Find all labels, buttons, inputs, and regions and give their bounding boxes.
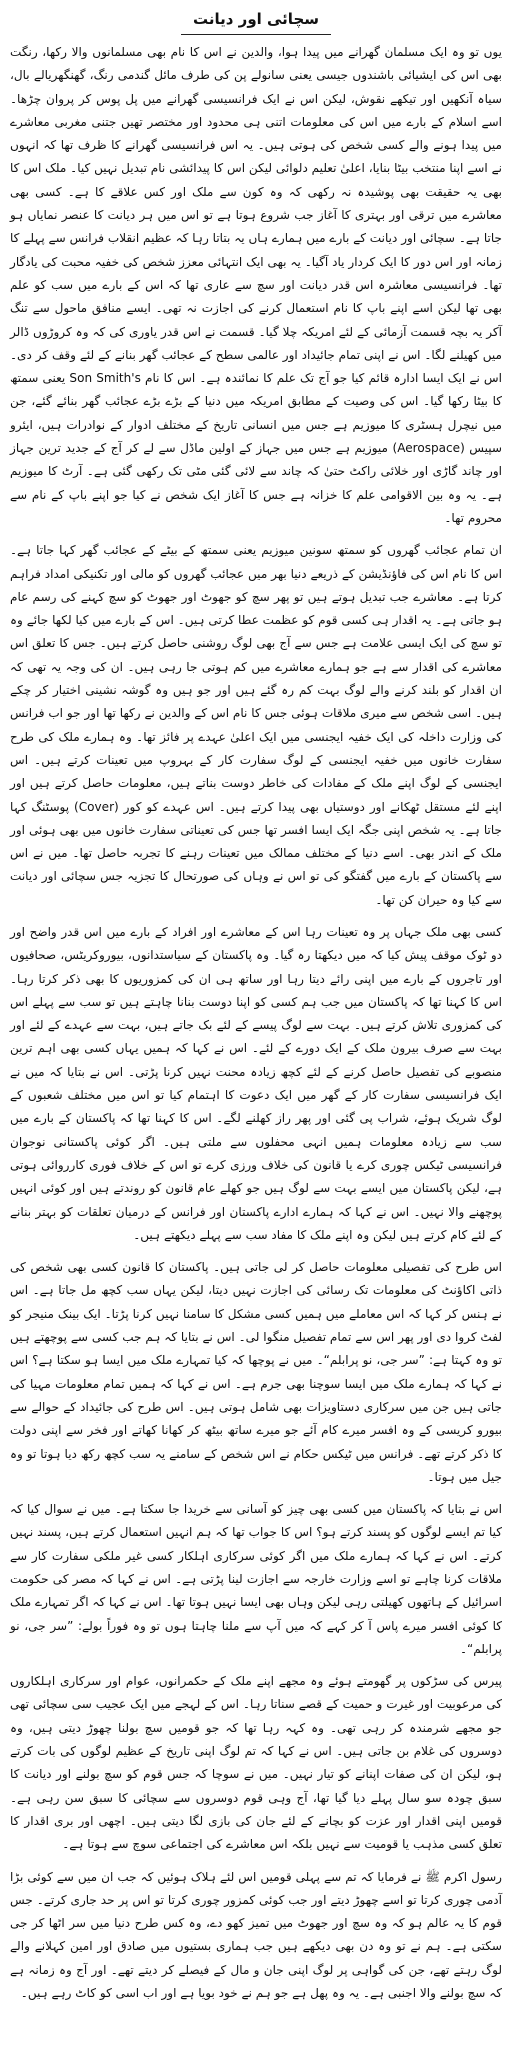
title-underline xyxy=(181,34,331,35)
article-body xyxy=(10,41,502,2005)
article-paragraph: کسی بھی ملک جہاں پر وہ تعینات رہا اس کے معاشرے اور افراد کے بارے میں اس قدر واضح اور دو ٹوک موقف پیش کیا کہ میں دیکھتا رہ گیا۔ وہ پاکستان کے سیاستدانوں، بیوروکریٹس، صحافیوں اور تاجروں کے بارے میں اپنی رائے دیتا رہا اور ساتھ ہی ان کی کمزوریوں کا بھی ذکر کرتا رہا۔ اس کا کہنا تھا کہ پاکستان میں جب ہم کسی کو اپنا دوست بنانا چاہتے ہیں تو سب سے پہلے اس کی کمزوری تلاش کرتے ہیں۔ بہت سے لوگ پیسے کے لئے بک جاتے ہیں، بہت سے عہدے کے لئے اور بہت سے صرف بیرون ملک کے ایک دورے کے لئے۔ اس نے کہا کہ ہمیں یہاں کسی بھی اہم ترین منصوبے کی تفصیل حاصل کرنے کے لئے کچھ زیادہ محنت نہیں کرنا پڑتی۔ اس نے بتایا کہ میں نے ایک فرانسیسی سفارت کار کے گھر میں ایک دعوت کا اہتمام کیا تو اس میں مختلف شعبوں کے لوگ شریک ہوئے، شراب پی گئی اور پھر راز کھلنے لگے۔ اس کا کہنا تھا کہ پاکستان کے بارے میں سب سے زیادہ معلومات ہمیں انہی محفلوں سے ملتی ہیں۔ اگر کوئی پاکستانی نوجوان فرانسیسی ٹیکس چوری کرے یا قانون کی خلاف ورزی کرے تو اس کے خلاف فوری کارروائی ہوتی ہے، لیکن پاکستان میں ایسے بہت سے لوگ ہیں جو کھلے عام قانون کو روندتے ہیں اور کوئی انہیں پوچھنے والا نہیں۔ اس نے کہا کہ ہمارے ادارے پاکستان اور فرانس کے درمیان تعلقات کو بہتر بنانے کے لئے کام کرتے ہیں لیکن وہ اپنے ملک کا مفاد سب سے پہلے دیکھتے ہیں۔ xyxy=(10,924,502,1242)
article-title: سچائی اور دیانت xyxy=(192,10,320,28)
article-paragraph: پیرس کی سڑکوں پر گھومتے ہوئے وہ مجھے اپنے ملک کے حکمرانوں، عوام اور سرکاری اہلکاروں کی مرعوبیت اور غیرت و حمیت کے قصے سناتا رہا۔ اس کے لہجے میں ایک عجیب سی سچائی تھی جو مجھے شرمندہ کر رہی تھی۔ وہ کہہ رہا تھا کہ جو قومیں سچ بولنا چھوڑ دیتی ہیں، وہ دوسروں کی غلام بن جاتی ہیں۔ اس نے کہا کہ تم لوگ اپنی تاریخ کے عظیم لوگوں کی بات کرتے ہو، لیکن ان کی صفات اپنانے کو تیار نہیں۔ میں نے سوچا کہ جس قوم کو سچ بولنے اور دیانت کا سبق چودہ سو سال پہلے دیا گیا تھا، آج وہی قوم دوسروں سے سچائی کا سبق سن رہی ہے۔ قومیں اپنی اقدار اور عزت کو بچانے کے لئے جان کی بازی لگا دیتی ہیں۔ اچھی اور بری اقدار کا تعلق کسی مذہب یا قومیت سے نہیں بلکہ اس معاشرے کی اجتماعی سوچ سے ہوتا ہے۔ xyxy=(10,1674,502,1852)
article-paragraph: رسول اکرم ﷺ نے فرمایا کہ تم سے پہلی قومیں اس لئے ہلاک ہوئیں کہ جب ان میں سے کوئی بڑا آدمی چوری کرتا تو اسے چھوڑ دیتے اور جب کوئی کمزور چوری کرتا تو اس پر حد جاری کرتے۔ جس قوم کا یہ عالم ہو کہ وہ سچ اور جھوٹ میں تمیز کھو دے، وہ کس طرح دنیا میں سر اٹھا کر جی سکتی ہے۔ ہم نے تو وہ دن بھی دیکھے ہیں جب ہماری بستیوں میں صادق اور امین کہلانے والے لوگ رہتے تھے، جن کی گواہی پر لوگ اپنی جان و مال کے فیصلے کر دیتے تھے۔ اور آج وہ زمانہ ہے کہ سچ بولنے والا اجنبی ہے۔ یہ وہ پھل ہے جو ہم نے خود بویا ہے اور اب اسی کو کاٹ رہے ہیں۔ xyxy=(10,1869,502,2001)
article-paragraph: اس طرح کی تفصیلی معلومات حاصل کر لی جاتی ہیں۔ پاکستان کا قانون کسی بھی شخص کی ذاتی اکاؤنٹ کی معلومات تک رسائی کی اجازت نہیں دیتا، لیکن یہاں سب کچھ مل جاتا ہے۔ اس نے ہنس کر کہا کہ اس معاملے میں ہمیں کسی مشکل کا سامنا نہیں کرنا پڑتا۔ ایک بینک منیجر کو لفٹ کروا دی اور پھر اس سے تمام تفصیل منگوا لی۔ اس نے بتایا کہ ہم جب کسی سے پوچھتے ہیں تو وہ کہتا ہے: ”سر جی، نو پرابلم“۔ میں نے پوچھا کہ کیا تمہارے ملک میں ایسا ہو سکتا ہے؟ اس نے کہا کہ ہمارے ملک میں ایسا سوچنا بھی جرم ہے۔ اس نے کہا کہ ہمیں تمام معلومات مہیا کی جاتی ہیں جن میں سرکاری دستاویزات بھی شامل ہوتی ہیں۔ اس طرح کی جائیداد کے حوالے سے بیورو کریسی کے وہ افسر میرے کام آئے جو میرے ساتھ بیٹھ کر کھانا کھاتے اور فخر سے اپنی دولت کا ذکر کرتے تھے۔ فرانس میں ٹیکس حکام نے اس شخص کے سامنے یہ سب کچھ رکھ دیا ہوتا تو وہ جیل میں ہوتا۔ xyxy=(10,1260,502,1484)
article-paragraph: ان تمام عجائب گھروں کو سمتھ سونین میوزیم یعنی سمتھ کے بیٹے کے عجائب گھر کہا جاتا ہے۔ اس کا نام اس کی فاؤنڈیشن کے ذریعے دنیا بھر میں عجائب گھروں کو مالی اور تکنیکی امداد فراہم کرتا ہے۔ معاشرے جب تبدیل ہوتے ہیں تو پھر سچ کو جھوٹ اور جھوٹ کو سچ کہنے کی رسم عام ہو جاتی ہے۔ یہ اقدار ہی کسی قوم کو عظمت عطا کرتی ہیں۔ اس کے بارے میں کیا لکھا جائے وہ تو سچ کی ایک ایسی علامت ہے جس سے آج بھی لوگ روشنی حاصل کرتے ہیں۔ جس کا تعلق اس معاشرے کی اقدار سے ہے جو ہمارے معاشرے میں کم ہوتی جا رہی ہیں۔ ان کی وجہ یہ تھی کہ ان اقدار کو بلند کرنے والے لوگ بہت کم رہ گئے ہیں اور جو ہیں وہ گوشہ نشینی اختیار کر چکے ہیں۔ اسی شخص سے میری ملاقات ہوئی جس کا نام اس کے والدین نے رکھا تھا اور جو اب فرانس کی وزارت داخلہ کی ایک خفیہ ایجنسی میں ایک اعلیٰ عہدے پر فائز تھا۔ وہ ہمارے ملک کی طرح سفارت خانوں میں خفیہ ایجنسی کے لوگ سفارت کار کے بہروپ میں تعینات کرتے ہیں۔ اس ایجنسی کے لوگ اپنے ملک کے مفادات کی خاطر دوست بناتے ہیں، معلومات حاصل کرتے ہیں اور اپنے لئے مستقل ٹھکانے اور دوستیاں بھی پیدا کرتے ہیں۔ اس عہدے کو کور (Cover) پوسٹنگ کہا جاتا ہے۔ یہ شخص اپنی جگہ ایک ایسا افسر تھا جس کی تعیناتی سفارت خانوں میں بھی ہوئی اور ملک کے اندر بھی۔ اسے دنیا کے مختلف ممالک میں تعینات رہنے کا تجربہ حاصل تھا۔ میں نے اس سے پاکستان کے بارے میں گفتگو کی تو اس نے وہاں کی صورتحال کا تجزیہ جس سچائی اور دیانت سے کیا وہ حیران کن تھا۔ xyxy=(10,543,502,907)
article-paragraph: اس نے بتایا کہ پاکستان میں کسی بھی چیز کو آسانی سے خریدا جا سکتا ہے۔ میں نے سوال کیا کہ کیا تم ایسے لوگوں کو پسند کرتے ہو؟ اس کا جواب تھا کہ ہم انہیں استعمال کرتے ہیں، پسند نہیں کرتے۔ اس نے کہا کہ ہمارے ملک میں اگر کوئی سرکاری اہلکار کسی غیر ملکی سفارت کار سے ملاقات کرنا چاہے تو اسے وزارت خارجہ سے اجازت لینا پڑتی ہے۔ اس نے کہا کہ مصر کی حکومت اسرائیل کے ہاتھوں کھیلتی رہی لیکن وہاں بھی ایسا نہیں ہوتا تھا۔ اس نے کہا کہ اگر تمہارے ملک کا کوئی افسر میرے پاس آ کر کہے کہ میں آپ سے ملنا چاہتا ہوں تو وہ فوراً بولے: ”سر جی، نو پرابلم“۔ xyxy=(10,1502,502,1656)
article-paragraph: یوں تو وہ ایک مسلمان گھرانے میں پیدا ہوا، والدین نے اس کا نام بھی مسلمانوں والا رکھا، رنگت بھی اس کی ایشیائی باشندوں جیسی یعنی سانولے پن کی طرف مائل گندمی رنگ، گھنگھریالے بال، سیاہ آنکھیں اور تیکھے نقوش، لیکن اس نے ایک فرانسیسی گھرانے میں پل پوس کر پروان چڑھا۔ اسے اسلام کے بارے میں اس کی معلومات اتنی ہی محدود اور مختصر تھیں جتنی مغربی معاشرے میں پیدا ہونے والے کسی شخص کی ہوتی ہیں۔ یہ اس فرانسیسی گھرانے کا ظرف تھا کہ انہوں نے اسے اپنا منتخب بیٹا بنایا، اعلیٰ تعلیم دلوائی لیکن اس کا پیدائشی نام تبدیل نہیں کیا۔ ملک اس کا بھی یہ حقیقت بھی پوشیدہ نہ رکھی کہ وہ کون سے ملک اور کس علاقے کا ہے۔ کسی بھی معاشرے میں ترقی اور بہتری کا آغاز جب شروع ہوتا ہے تو اس میں ہر دیانت کا عنصر نمایاں ہو جاتا ہے۔ سچائی اور دیانت کے بارے میں ہمارے ہاں یہ بتاتا رہا کہ عظیم انقلاب فرانس سے پہلے کا زمانہ اور اس دور کا ایک کردار یاد آگیا۔ یہ بھی ایک انتہائی معزز شخص کی خفیہ محبت کی یادگار تھا۔ فرانسیسی معاشرہ اس قدر دیانت اور سچ سے عاری تھا کہ اس کے بارے میں سب کو علم بھی تھا لیکن اسے اپنے باپ کا نام استعمال کرنے کی اجازت نہ تھی۔ ایسے منافق ماحول سے تنگ آکر یہ بچہ قسمت آزمائی کے لئے امریکہ چلا گیا۔ قسمت نے اس قدر یاوری کی کہ وہ کروڑوں ڈالر میں کھیلنے لگا۔ اس نے اپنی تمام جائیداد اور عالمی سطح کے عجائب گھر بنانے کے لئے وقف کر دی۔ اس نے ایک ایسا ادارہ قائم کیا جو آج تک علم کا نمائندہ ہے۔ اس کا نام Son Smith's یعنی سمتھ کا بیٹا رکھا گیا۔ اس کی وصیت کے مطابق امریکہ میں دنیا کے بڑے بڑے عجائب گھر بنائے گئے، جن میں نیچرل ہسٹری کا میوزیم ہے جس میں انسانی تاریخ کے مختلف ادوار کے نوادرات ہیں، ایئرو سپیس (Aerospace) میوزیم ہے جس میں جہاز کے اولین ماڈل سے لے کر آج کے جدید ترین جہاز اور چاند گاڑی اور خلائی راکٹ حتیٰ کہ چاند سے لائی گئی مٹی تک رکھی گئی ہے۔ آرٹ کا میوزیم ہے۔ یہ وہ بین الاقوامی علم کا خزانہ ہے جس کا آغاز ایک شخص نے کیا جو اپنے باپ کے نام سے محروم تھا۔ xyxy=(10,45,502,525)
